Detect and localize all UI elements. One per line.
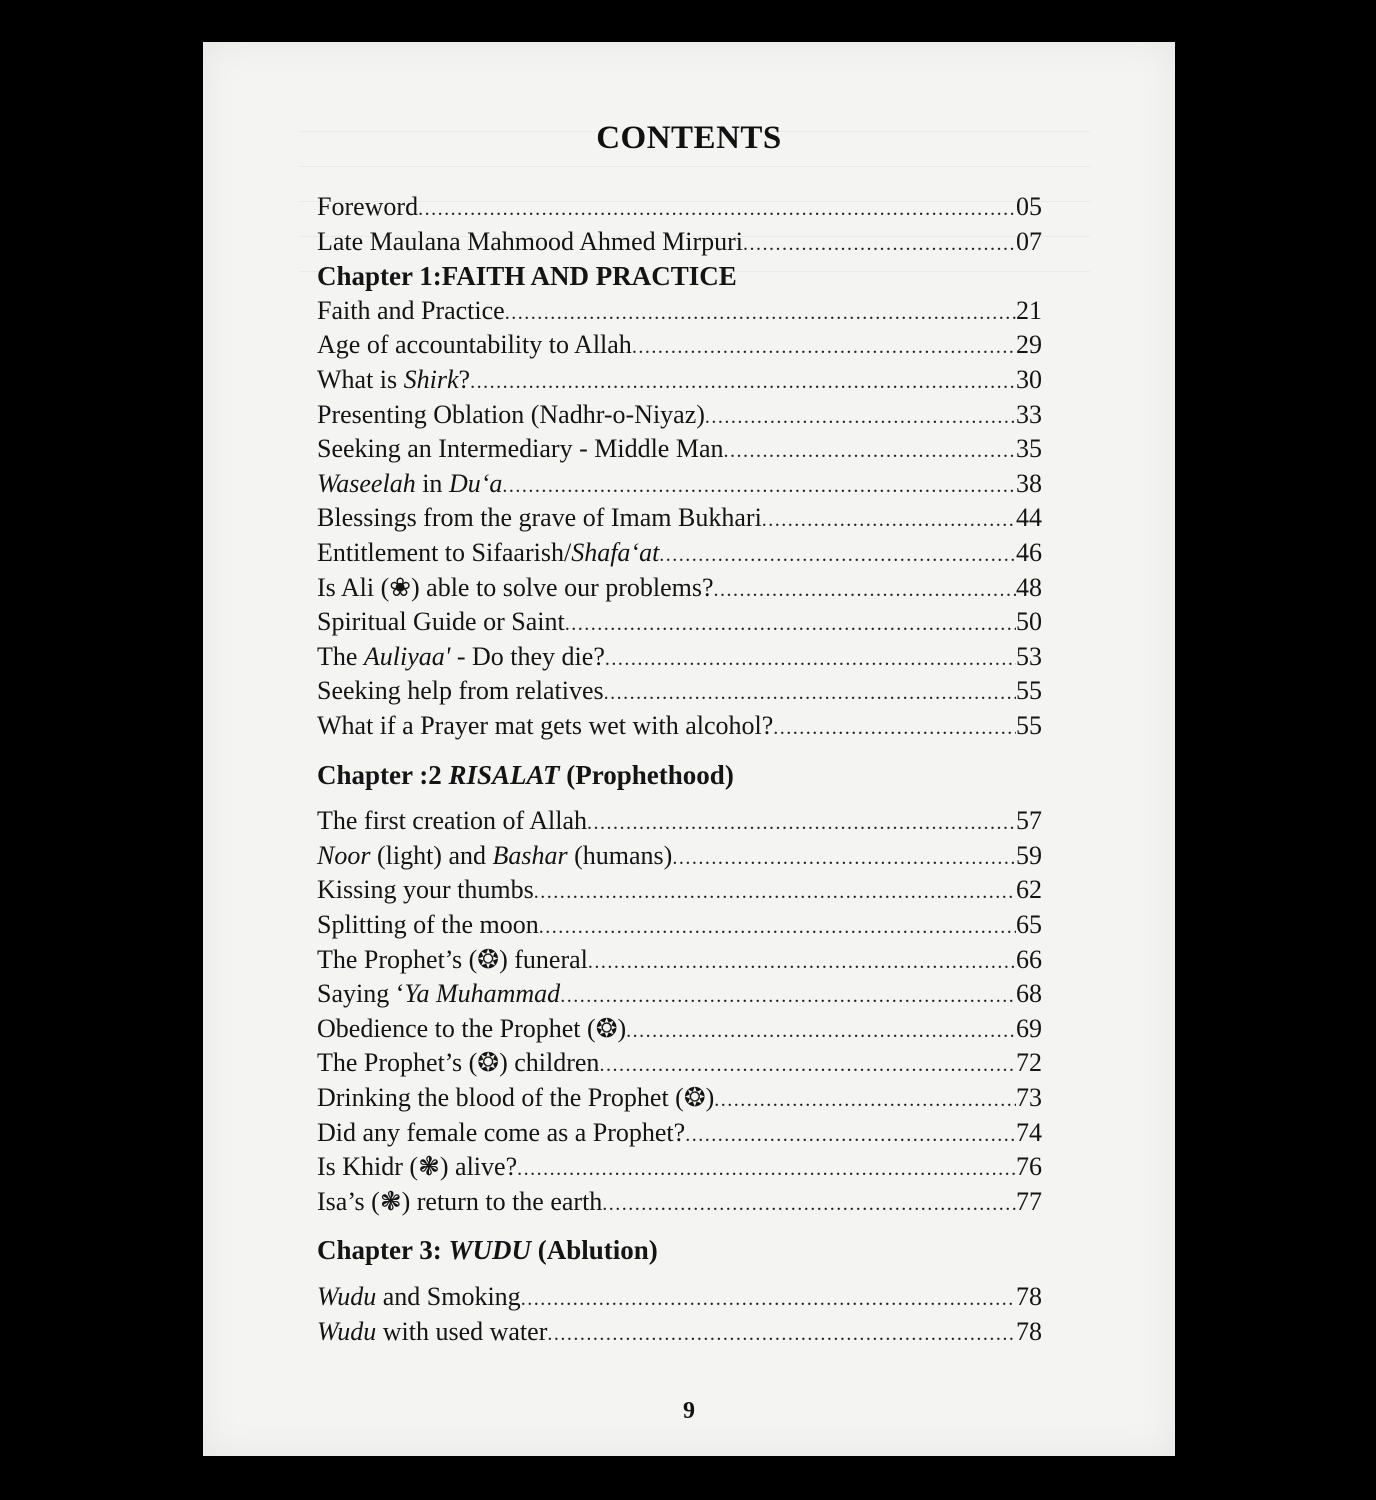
title-segment: Waseelah (317, 468, 416, 498)
toc-entry-title (317, 674, 604, 708)
toc-entry-page-number: 55 (1016, 711, 1042, 740)
title-segment: What if a Prayer mat gets wet with alcohol? (317, 711, 774, 740)
toc-entry-page-number: 69 (1016, 1013, 1042, 1043)
toc-entry-title (317, 605, 565, 639)
toc-entry-title (317, 1280, 521, 1314)
title-segment: Shafa‘at (571, 538, 660, 567)
toc-entry-title (317, 328, 632, 362)
toc-entry (317, 398, 1042, 432)
dot-leader (588, 945, 1016, 979)
toc-entry (317, 536, 1042, 570)
title-segment: Isa’s (❃) return to the earth (317, 1186, 603, 1216)
title-segment: Splitting of the moon (317, 910, 539, 939)
toc-entry-page-number: 07 (1016, 226, 1042, 256)
toc-entry-page-number: 59 (1016, 840, 1042, 870)
toc-entry-page-number: 57 (1016, 806, 1042, 836)
toc-entry (317, 1280, 1042, 1314)
title-segment: Du‘a (448, 468, 503, 498)
toc-entry-title (317, 294, 505, 328)
toc-entry-page-number: 44 (1016, 503, 1042, 533)
title-segment: Age of accountability to Allah (317, 330, 632, 360)
dot-leader (659, 538, 1016, 572)
toc-entry-title (317, 908, 539, 942)
title-segment: - Do they die? (450, 641, 605, 671)
dot-leader (539, 910, 1016, 944)
title-segment: The Prophet’s (❂) funeral (317, 944, 588, 974)
toc-entry-title (317, 190, 418, 224)
toc-entry-page-number: 74 (1016, 1117, 1042, 1147)
dot-leader (714, 573, 1016, 607)
dot-leader (604, 676, 1016, 710)
dot-leader (599, 1048, 1016, 1082)
dot-leader (547, 1317, 1016, 1351)
title-segment: Shirk (403, 365, 459, 394)
toc-entry-title (317, 398, 705, 432)
toc-entry (317, 1315, 1042, 1349)
toc-entry-title (317, 1012, 626, 1046)
chapter-heading-text (317, 261, 737, 291)
title-segment: Seeking help from relatives (317, 676, 604, 706)
toc-entry-page-number: 21 (1016, 295, 1042, 325)
toc-entry-page-number: 78 (1016, 1282, 1042, 1311)
toc-entry (317, 873, 1042, 907)
title-segment: Spiritual Guide or Saint (317, 607, 565, 637)
dot-leader (724, 434, 1017, 468)
title-segment: Drinking the blood of the Prophet (❂) (317, 1083, 715, 1112)
toc-entry-title (317, 977, 560, 1011)
toc-entry-page-number: 72 (1016, 1048, 1042, 1078)
dot-leader (565, 607, 1016, 641)
toc-entry (317, 1081, 1042, 1115)
dot-leader (534, 875, 1016, 909)
title-segment: Obedience to the Prophet (❂) (317, 1013, 627, 1043)
chapter-heading-text (317, 1235, 658, 1265)
toc-entry-title (317, 467, 502, 501)
toc-entry-title (317, 1185, 602, 1219)
toc-entry-title (317, 804, 587, 838)
title-segment: Chapter 3: (317, 1235, 449, 1266)
chapter-heading (317, 758, 1042, 792)
title-segment: (Prophethood) (559, 759, 734, 790)
title-segment: Faith and Practice (317, 295, 505, 325)
toc-entry (317, 839, 1042, 873)
dot-leader (672, 841, 1016, 875)
toc-entry-page-number: 66 (1016, 944, 1042, 974)
toc-entry (317, 571, 1042, 605)
dot-leader (705, 400, 1016, 434)
title-segment: Kissing your thumbs (317, 875, 534, 905)
title-segment: Auliyaa' (363, 641, 451, 671)
toc-entry-title (317, 363, 470, 397)
dot-leader (605, 642, 1016, 676)
toc-entry (317, 467, 1042, 501)
toc-entry-title (317, 1046, 599, 1080)
title-segment: The (317, 641, 364, 671)
toc-entry-page-number: 30 (1016, 365, 1042, 394)
toc-entry-page-number: 78 (1016, 1316, 1042, 1346)
title-segment: in (415, 468, 449, 498)
toc-entry (317, 1150, 1042, 1184)
title-segment: with used water (376, 1316, 548, 1346)
toc-entry-page-number: 33 (1016, 399, 1042, 429)
chapter-heading (317, 259, 1042, 293)
dot-leader (418, 192, 1016, 226)
title-segment: Foreword (317, 192, 419, 221)
toc-entry (317, 804, 1042, 838)
title-segment: Is Ali (❀) able to solve our problems? (317, 572, 714, 602)
title-segment: Blessings from the grave of Imam Bukhari (317, 503, 762, 533)
toc-entry-page-number: 55 (1016, 676, 1042, 706)
toc-entry (317, 1046, 1042, 1080)
toc-entry (317, 328, 1042, 362)
title-segment: Wudu (317, 1282, 377, 1311)
toc-entry (317, 908, 1042, 942)
dot-leader (685, 1118, 1016, 1152)
toc-entry (317, 432, 1042, 466)
toc-entry-page-number: 48 (1016, 572, 1042, 602)
toc-entry-title (317, 536, 659, 570)
toc-entry-title (317, 1081, 714, 1115)
toc-entry (317, 640, 1042, 674)
dot-leader (626, 1014, 1016, 1048)
dot-leader (517, 1152, 1016, 1186)
toc-entry-title (317, 225, 743, 259)
toc-entry (317, 943, 1042, 977)
dot-leader (502, 469, 1016, 503)
toc-entry-title (317, 1315, 547, 1349)
title-segment: Saying ‘ (317, 979, 405, 1009)
toc-entry-page-number: 53 (1016, 641, 1042, 671)
dot-leader (602, 1187, 1016, 1221)
chapter-heading (317, 1233, 1042, 1267)
title-segment: Late Maulana Mahmood Ahmed Mirpuri (317, 226, 744, 256)
page-number: 9 (683, 1398, 695, 1424)
toc-entry-title (317, 839, 672, 873)
toc-entry-page-number: 29 (1016, 330, 1042, 360)
dot-leader (560, 979, 1016, 1013)
book-page (203, 42, 1175, 1456)
dot-leader (632, 330, 1016, 364)
toc-entry-page-number: 35 (1016, 434, 1042, 464)
toc-entry (317, 674, 1042, 708)
toc-entry-title (317, 1116, 685, 1150)
toc-entry-page-number: 62 (1016, 875, 1042, 905)
chapter-heading-text (317, 760, 734, 790)
toc-entry-title (317, 501, 762, 535)
title-segment: Is Khidr (❃) alive? (317, 1152, 518, 1182)
title-segment: (light) and (370, 840, 493, 870)
toc-entry-page-number: 73 (1016, 1083, 1042, 1112)
title-segment: (humans) (567, 840, 673, 870)
title-segment: Chapter :2 (317, 759, 449, 790)
title-segment: and Smoking (376, 1282, 521, 1311)
toc-entry-page-number: 38 (1016, 468, 1042, 498)
toc-entry (317, 1116, 1042, 1150)
dot-leader (505, 296, 1016, 330)
title-segment: The first creation of Allah (317, 806, 588, 836)
title-segment: Presenting Oblation (Nadhr-o-Niyaz) (317, 399, 705, 429)
toc-entry (317, 294, 1042, 328)
toc-entry-title (317, 709, 773, 743)
toc-entry (317, 605, 1042, 639)
toc-entry-title (317, 640, 605, 674)
title-segment: Wudu (317, 1316, 377, 1346)
dot-leader (521, 1282, 1016, 1316)
title-segment: Ya Muhammad (404, 979, 561, 1009)
title-segment: RISALAT (448, 759, 560, 790)
dot-leader (587, 806, 1016, 840)
title-segment: Entitlement to Sifaarish/ (317, 538, 572, 567)
title-segment: What is (317, 365, 404, 394)
toc-entry (317, 977, 1042, 1011)
toc-entry (317, 709, 1042, 743)
toc-entry-page-number: 68 (1016, 979, 1042, 1009)
dot-leader (743, 227, 1016, 261)
toc-entry (317, 190, 1042, 224)
title-segment: WUDU (448, 1235, 532, 1266)
title-segment: Seeking an Intermediary - Middle Man (317, 434, 724, 464)
toc-entry-page-number: 65 (1016, 910, 1042, 939)
dot-leader (773, 711, 1016, 745)
toc-entry-page-number: 50 (1016, 607, 1042, 637)
toc-entry-title (317, 432, 724, 466)
title-segment: ? (458, 365, 471, 394)
toc-entry-page-number: 46 (1016, 538, 1042, 567)
toc-entry-page-number: 76 (1016, 1152, 1042, 1182)
toc-entry-title (317, 571, 714, 605)
title-segment: Did any female come as a Prophet? (317, 1117, 686, 1147)
toc-entry (317, 363, 1042, 397)
toc-entry-title (317, 1150, 517, 1184)
toc-entry-page-number: 05 (1016, 192, 1042, 221)
title-segment: Bashar (492, 840, 568, 870)
toc-entry-title (317, 873, 534, 907)
title-segment: The Prophet’s (❂) children (317, 1048, 600, 1078)
title-segment: Noor (317, 840, 371, 870)
toc-entry (317, 501, 1042, 535)
toc-entry (317, 225, 1042, 259)
dot-leader (762, 503, 1016, 537)
title-segment: (Ablution) (531, 1235, 658, 1266)
contents-title: CONTENTS (596, 120, 782, 156)
dot-leader (470, 365, 1016, 399)
dot-leader (714, 1083, 1016, 1117)
toc-entry-title (317, 943, 588, 977)
toc-entry (317, 1185, 1042, 1219)
toc-entry (317, 1012, 1042, 1046)
title-segment: Chapter 1:FAITH AND PRACTICE (317, 261, 737, 292)
toc-entry-page-number: 77 (1016, 1186, 1042, 1216)
